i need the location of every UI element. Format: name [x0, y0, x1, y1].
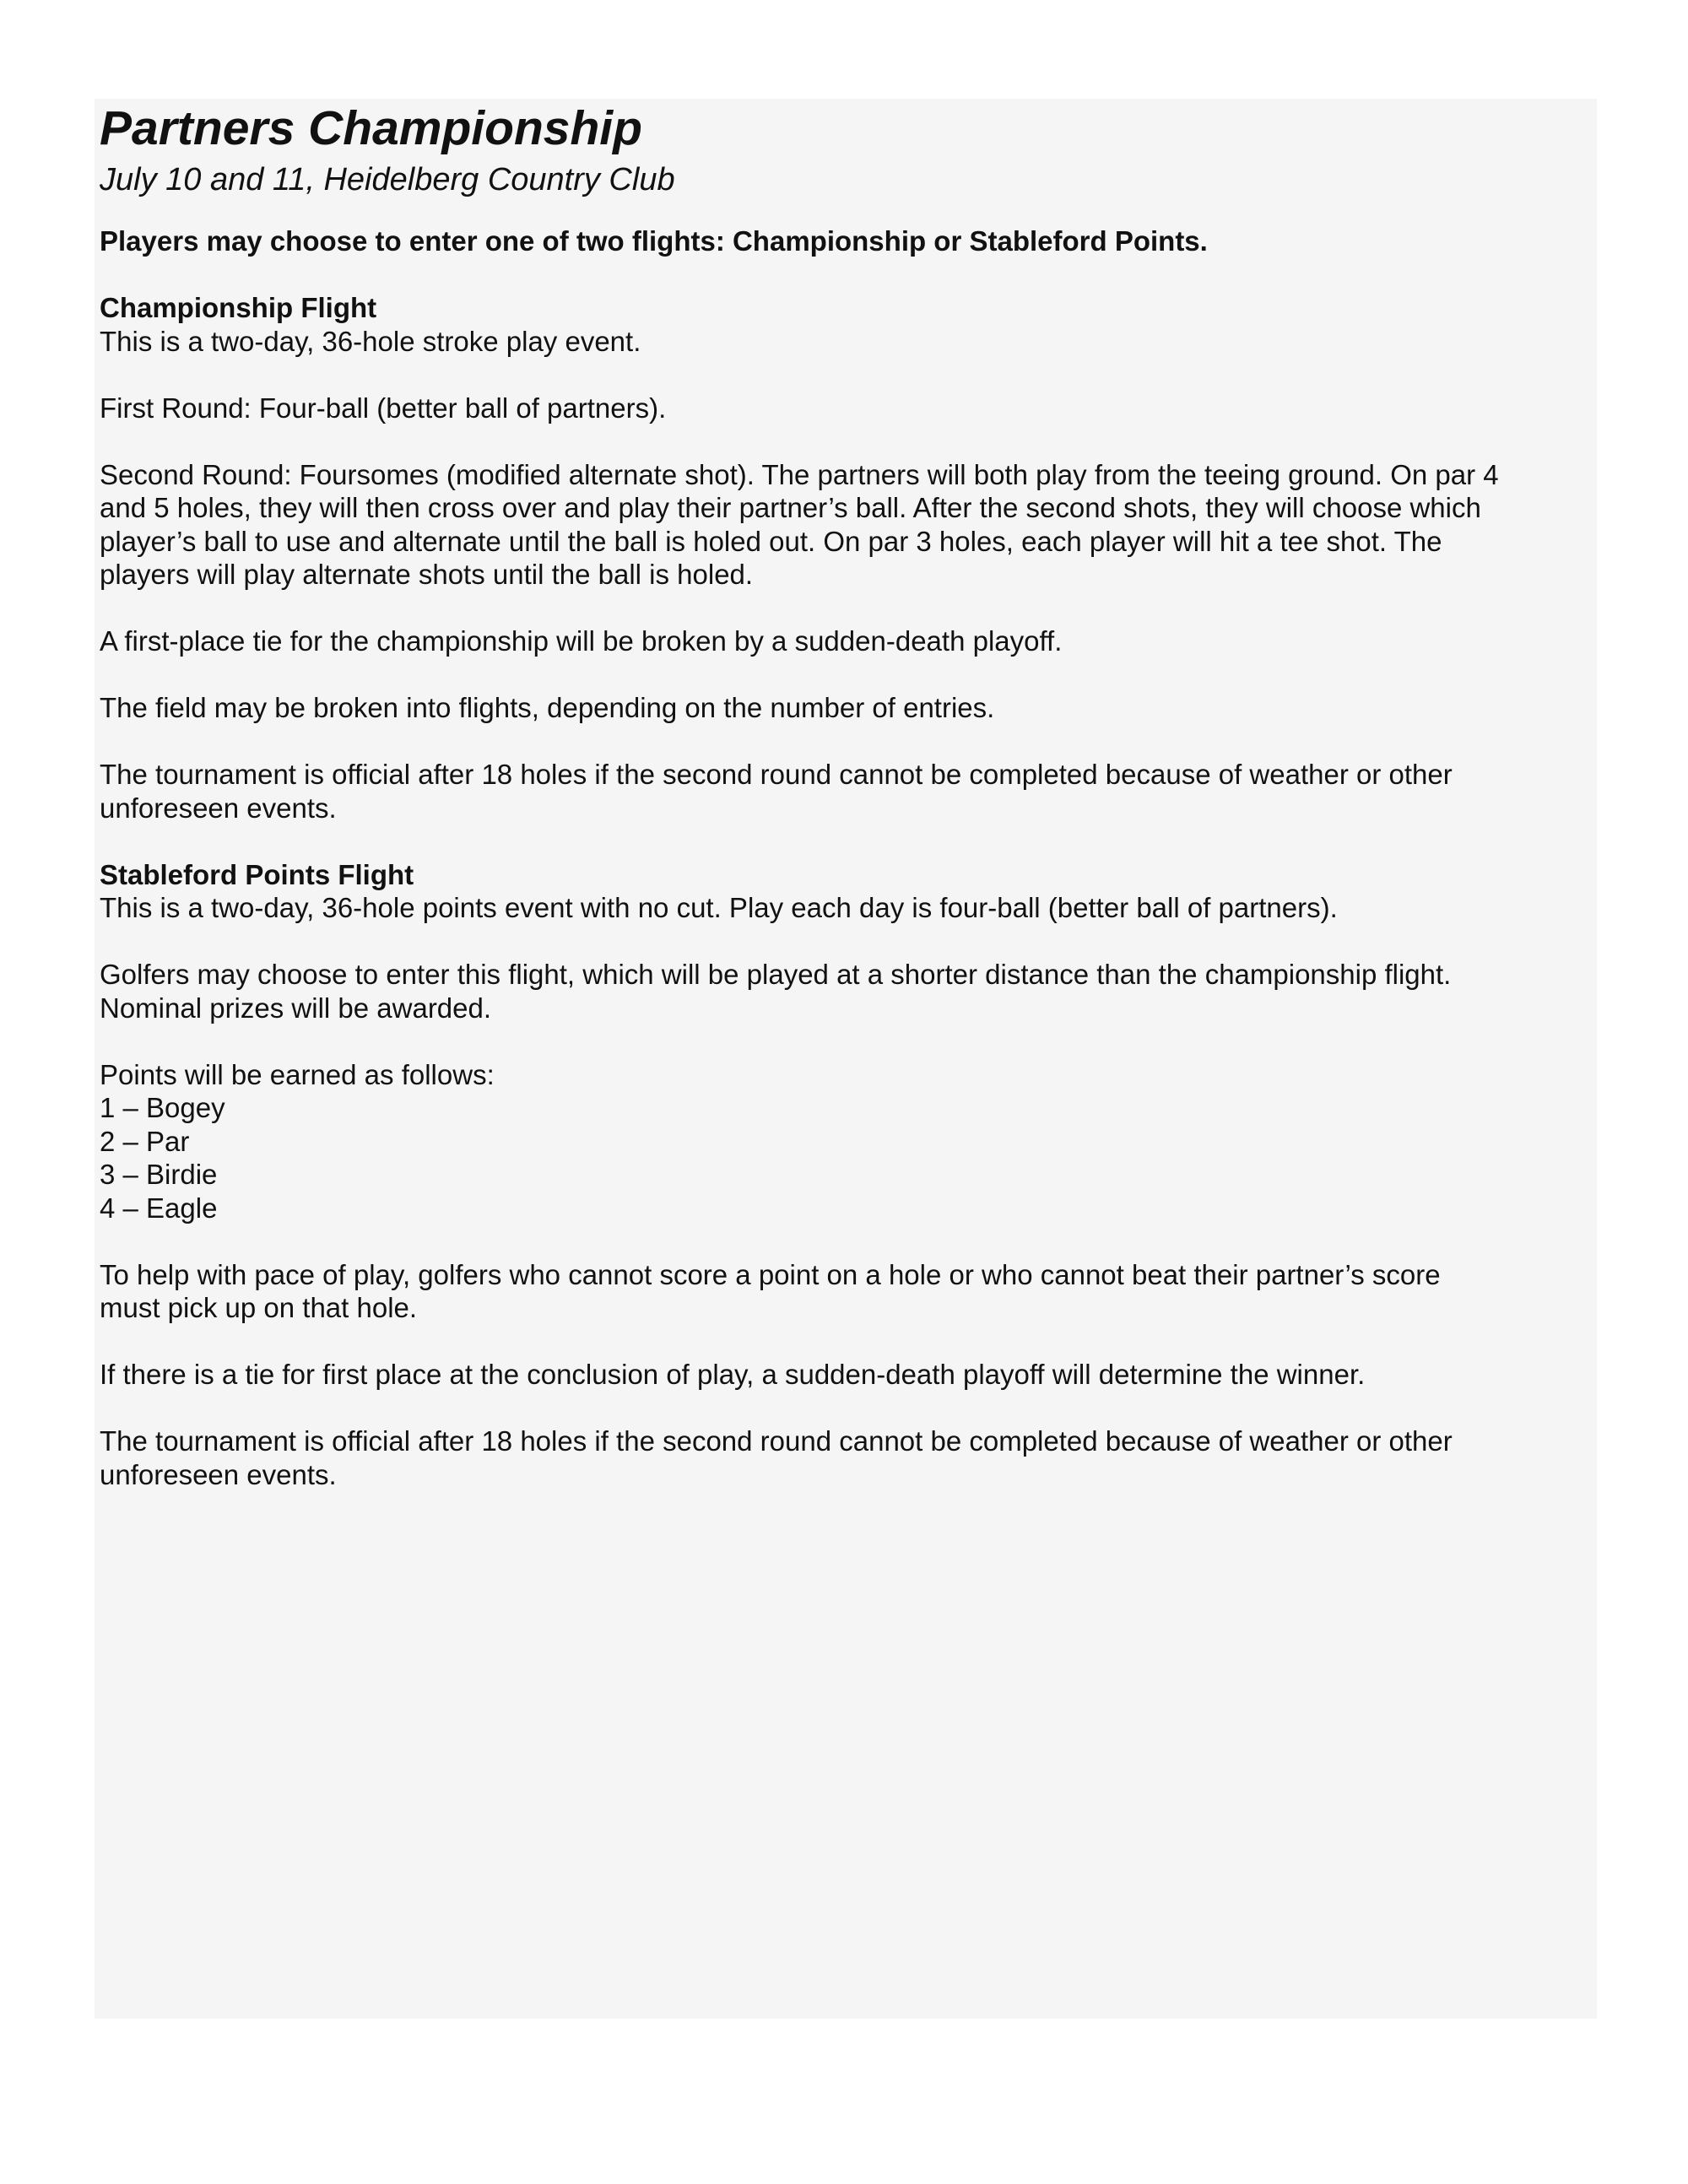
golfers-line: Nominal prizes will be awarded. — [100, 992, 492, 1024]
points-item: 3 – Birdie — [100, 1159, 218, 1190]
stableford-flight-heading: Stableford Points Flight — [100, 858, 414, 890]
second-round-line: player’s ball to use and alternate until the ball is holed out. On par 3 holes, each player will hit a tee shot. The — [100, 525, 1442, 557]
championship-flight-heading: Championship Flight — [100, 292, 377, 323]
second-round-line: Second Round: Foursomes (modified alternate shot). The partners will both play from the teeing ground. On par 4 — [100, 458, 1499, 490]
championship-description: This is a two-day, 36-hole stroke play event. — [100, 325, 641, 357]
stableford-tie-text: If there is a tie for first place at the conclusion of play, a sudden-death playoff will determine the winner. — [100, 1359, 1366, 1390]
event-date-location: July 10 and 11, Heidelberg Country Club — [100, 162, 675, 197]
points-item: 1 – Bogey — [100, 1092, 225, 1123]
document-title: Partners Championship — [100, 101, 642, 155]
golfers-line: Golfers may choose to enter this flight, which will be played at a shorter distance than the championship flight. — [100, 959, 1452, 990]
stableford-official-line: The tournament is official after 18 holes if the second round cannot be completed because of weather or other — [100, 1425, 1453, 1457]
points-item: 4 – Eagle — [100, 1192, 218, 1224]
points-intro: Points will be earned as follows: — [100, 1058, 495, 1090]
stableford-official-line: unforeseen events. — [100, 1458, 337, 1490]
championship-official-line: The tournament is official after 18 holes if the second round cannot be completed because of weather or other — [100, 759, 1453, 790]
field-text: The field may be broken into flights, depending on the number of entries. — [100, 692, 995, 723]
points-item: 2 – Par — [100, 1125, 190, 1157]
pace-line: To help with pace of play, golfers who cannot score a point on a hole or who cannot beat their partner’s score — [100, 1258, 1441, 1290]
stableford-flight-section — [100, 858, 1568, 1492]
championship-official-line: unforeseen events. — [100, 792, 337, 824]
championship-flight-section — [100, 291, 1568, 824]
points-list — [100, 1091, 1568, 1224]
second-round-line: players will play alternate shots until the ball is holed. — [100, 559, 754, 590]
second-round-line: and 5 holes, they will then cross over and play their partner’s ball. After the second shots, they will choose which — [100, 492, 1481, 523]
championship-tie-text: A first-place tie for the championship will be broken by a sudden-death playoff. — [100, 625, 1063, 657]
pace-line: must pick up on that hole. — [100, 1292, 418, 1323]
first-round-text: First Round: Four-ball (better ball of partners). — [100, 392, 667, 424]
intro-text: Players may choose to enter one of two flights: Championship or Stableford Points. — [100, 225, 1208, 257]
document-content — [100, 96, 1568, 1491]
stableford-description: This is a two-day, 36-hole points event with no cut. Play each day is four-ball (better ball of partners). — [100, 892, 1338, 923]
